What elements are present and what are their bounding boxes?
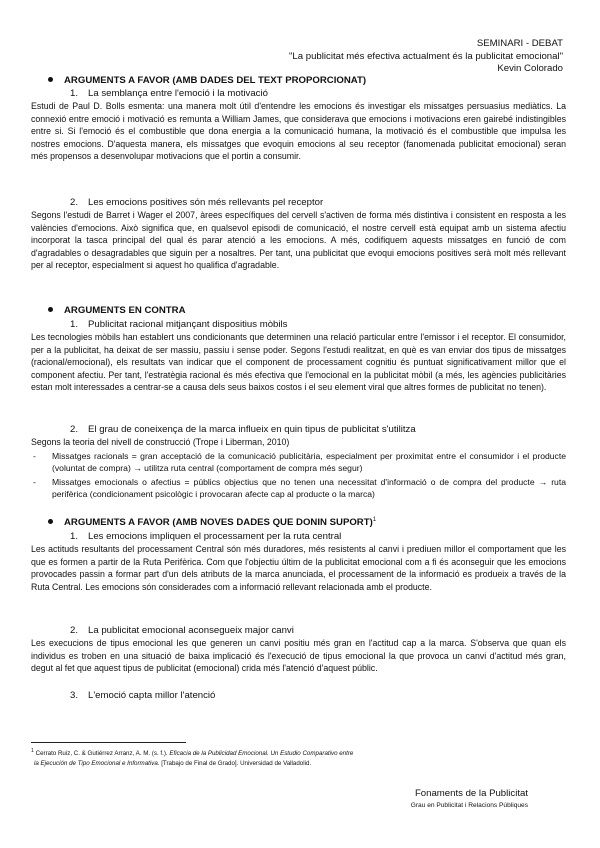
list-item-rational-messages: - Missatges racionals = gran acceptació de la comunicació publicitària, especialment per proximitat entre el consumidor i el producte (voluntat de compra) → utilitza ruta central (comportament de compra més segur) — [33, 451, 566, 474]
header-topic: "La publicitat més efectiva actualment és la publicitat emocional" — [289, 50, 563, 62]
paragraph-emotion-motivation: Estudi de Paul D. Bolls esmenta: una manera molt útil d'entendre les emocions és investigar els missatges persuasius mediàtics. La connexió entre emoció i motivació es remunta a William James, que considerava que emocions i motivacions eren gairebé indistingibles entre si. Si l'emoció és el combustible que dona energia a la comunicació humana, la motivació és el combustible que impulsa les nostres emocions. D'aquesta manera, els missatges que evoquin emocions al seu receptor (fanomenada publicitat emocional) seran més propensos a desenvolupar motivacions que el portin a consumir. — [31, 101, 566, 162]
footnote: $^1$ Cerrato Ruiz, C. & Gutiérrez Arranz, A. M. (s. f.). Eficacia de la Publicidad Emocional. Un Estudio Comparativo entre la Ejecución de Tipo Emocional e Informativa. [Trabajo de Final de Grado]. Universidad de Valladolid. — [31, 748, 354, 768]
paragraph-mobile-rational: Les tecnologies mòbils han establert uns condicionants que determinen una relació particular entre l'emissor i el receptor. El consumidor, per a la publicitat, ha deixat de ser massiu, passiu i sense poder. Segons l'estudi realitzat, en què es van enviar dos tipus de missatges (racional/emocional), els resultats van indicar que el component de processament cognitiu és puntuat significativament millor que el component afectiu. Per tant, l'estratègia racional és més efectiva que l'emocional en la publicitat mòbil (a més, les agències publicitàries estan molt interessades a centrar-se a causa dels seus baixos costos i el seu element viral que altres formes de publicitat no tenen). — [31, 332, 566, 393]
bullet-icon — [48, 519, 53, 524]
footer-course: Fonaments de la Publicitat — [414, 788, 528, 799]
dash-icon: - — [33, 451, 36, 461]
subheading-central-route: 1. Les emocions impliquen el processament per la ruta central — [70, 531, 342, 542]
construal-level-intro: Segons la teoria del nivell de construcció (Trope i Liberman, 2010) — [31, 437, 290, 447]
list-item-emotional-messages: - Missatges emocionals o afectius = públics objectius que no tenen una necessitat d'informació o de compra del producte → ruta perifèrica (condicionament psicològic i provocaran afecte cap al producte o la marca) — [33, 477, 566, 500]
section-heading-favor-text: ARGUMENTS A FAVOR (AMB DADES DEL TEXT PROPORCIONAT) — [48, 75, 366, 86]
paragraph-positive-emotions: Segons l'estudi de Barret i Wager el 2007, àrees específiques del cervell s'activen de forma més distintiva i consistent en resposta a les valències d'emocions. Això significa que, en qualsevol episodi de comunicació, el nostre cervell està equipat amb un sistema afectiu incorporat la tasca principal del qual és parar atenció a les emocions. A més, codifiquem aquests missatges en funció de com d'agradables o desagradables que siguin per a nosaltres. Per tant, una publicitat que evoqui emocions positives serà molt més rellevant per al receptor, especialment si aquest ho qualifica d'agradable. — [31, 210, 566, 271]
subheading-mobile-rational: 1. Publicitat racional mitjançant dispositius mòbils — [70, 319, 288, 330]
section-heading-against: ARGUMENTS EN CONTRA — [48, 305, 186, 316]
bullet-icon — [48, 307, 53, 312]
subheading-positive-emotions: 2. Les emocions positives són més rellevants pel receptor — [70, 197, 324, 208]
bullet-icon — [48, 77, 53, 82]
subheading-emotion-motivation: 1. La semblança entre l'emoció i la motivació — [70, 88, 268, 99]
paragraph-greater-change: Les execucions de tipus emocional les que generen un canvi positiu més gran en l'actitud cap a la marca. S'observa que quan els individus es troben en una situació de baixa implicació és l'execució de tipus emocional la que provoca un canvi d'actitud més gran, degut al fet que aquest tipus de publicitat (emocional) crida més l'atenció d'aquest públic. — [31, 638, 566, 674]
paragraph-central-route: Les actituds resultants del processament Central són més duradores, més resistents al canvi i prediuen millor el comportament que les que es formen a partir de la Ruta Perifèrica. Com que l'objectiu últim de la publicitat emocional com a fi és aconseguir que les emocions provocades passin a formar part d'un dels atributs de la marca anunciada, el processament de la informació es produeix a través de la Ruta Central. Les emocions són considerades com a informació rellevant relacionada amb el producte. — [31, 544, 566, 592]
header-author: Kevin Colorado — [497, 63, 563, 74]
subheading-attention: 3. L'emoció capta millor l'atenció — [70, 690, 216, 701]
subheading-brand-knowledge: 2. El grau de coneixença de la marca influeix en quin tipus de publicitat s'utilitza — [70, 424, 416, 435]
dash-icon: - — [33, 477, 36, 487]
footnote-divider — [31, 742, 186, 743]
header-seminar: SEMINARI - DEBAT — [476, 38, 563, 49]
section-heading-favor-new-data: ARGUMENTS A FAVOR (AMB NOVES DADES QUE DONIN SUPORT)$^1$ — [48, 517, 376, 528]
document-header — [289, 38, 563, 76]
footnote-reference[interactable]: 1 — [372, 517, 377, 523]
subheading-greater-change: 2. La publicitat emocional aconsegueix major canvi — [70, 625, 294, 636]
footer-degree: Grau en Publicitat i Relacions Públiques — [410, 802, 528, 809]
